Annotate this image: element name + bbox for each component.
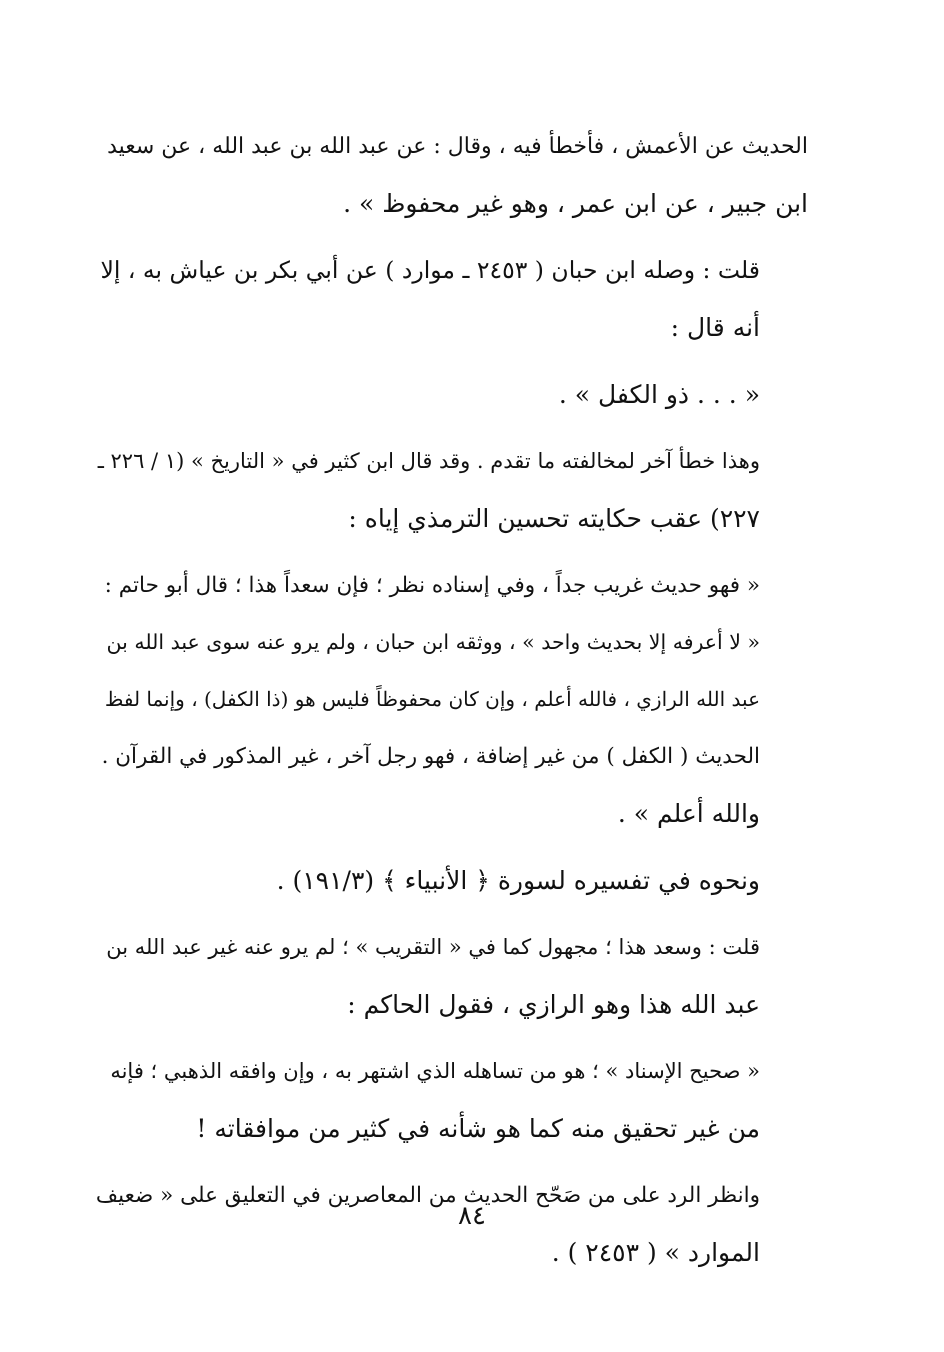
paragraph-6 <box>96 852 808 909</box>
text-line: الحديث عن الأعمش ، فأخطأ فيه ، وقال : عن عبد الله بن عبد الله ، عن سعيد <box>107 134 808 159</box>
page-number: ٨٤ <box>458 1201 486 1231</box>
text-line: قلت : وصله ابن حبان ( ٢٤٥٣ ـ موارد ) عن أبي بكر بن عياش به ، إلا <box>100 256 760 284</box>
text-line: ٢٢٧) عقب حكايته تحسين الترمذي إياه : <box>348 504 760 533</box>
page-body <box>96 118 808 1291</box>
text-line: « فهو حديث غريب جداً ، وفي إسناده نظر ؛ فإن سعداً هذا ؛ قال أبو حاتم : <box>104 573 760 598</box>
text-line: عبد الله الرازي ، فالله أعلم ، وإن كان محفوظاً فليس هو (ذا الكفل) ، وإنما لفظ <box>104 687 760 711</box>
text-line: ونحوه في تفسيره لسورة ﴿ الأنبياء ﴾ (١٩١/٣) . <box>276 866 760 895</box>
text-line: وهذا خطأ آخر لمخالفته ما تقدم . وقد قال ابن كثير في « التاريخ » (١ / ٢٢٦ ـ <box>97 449 760 473</box>
text-line: أنه قال : <box>670 313 760 342</box>
paragraph-5-quotation <box>96 557 808 842</box>
text-line: « صحيح الإسناد » ؛ هو من تساهله الذي اشتهر به ، وإن وافقه الذهبي ؛ فإنه <box>110 1059 760 1083</box>
text-line: والله أعلم » . <box>617 799 760 828</box>
paragraph-8 <box>96 1043 808 1157</box>
paragraph-7 <box>96 919 808 1033</box>
text-line: الموارد » ( ٢٤٥٣ ) . <box>551 1238 760 1267</box>
text-line: « . . . ذو الكفل » . <box>558 380 760 409</box>
text-line: وانظر الرد على من صَحّح الحديث من المعاصرين في التعليق على « ضعيف <box>95 1183 760 1208</box>
text-line: « لا أعرفه إلا بحديث واحد » ، ووثقه ابن حبان ، ولم يرو عنه سوى عبد الله بن <box>106 630 760 654</box>
paragraph-4 <box>96 433 808 547</box>
paragraph-3 <box>96 366 808 423</box>
paragraph-1 <box>96 118 808 232</box>
paragraph-2 <box>96 242 808 356</box>
text-line: ابن جبير ، عن ابن عمر ، وهو غير محفوظ » . <box>343 189 808 218</box>
text-line: الحديث ( الكفل ) من غير إضافة ، فهو رجل آخر ، غير المذكور في القرآن . <box>101 744 760 769</box>
text-line: قلت : وسعد هذا ؛ مجهول كما في « التقريب » ؛ لم يرو عنه غير عبد الله بن <box>106 935 760 959</box>
text-line: عبد الله هذا وهو الرازي ، فقول الحاكم : <box>347 990 760 1019</box>
text-line: من غير تحقيق منه كما هو شأنه في كثير من موافقاته ! <box>196 1114 760 1143</box>
